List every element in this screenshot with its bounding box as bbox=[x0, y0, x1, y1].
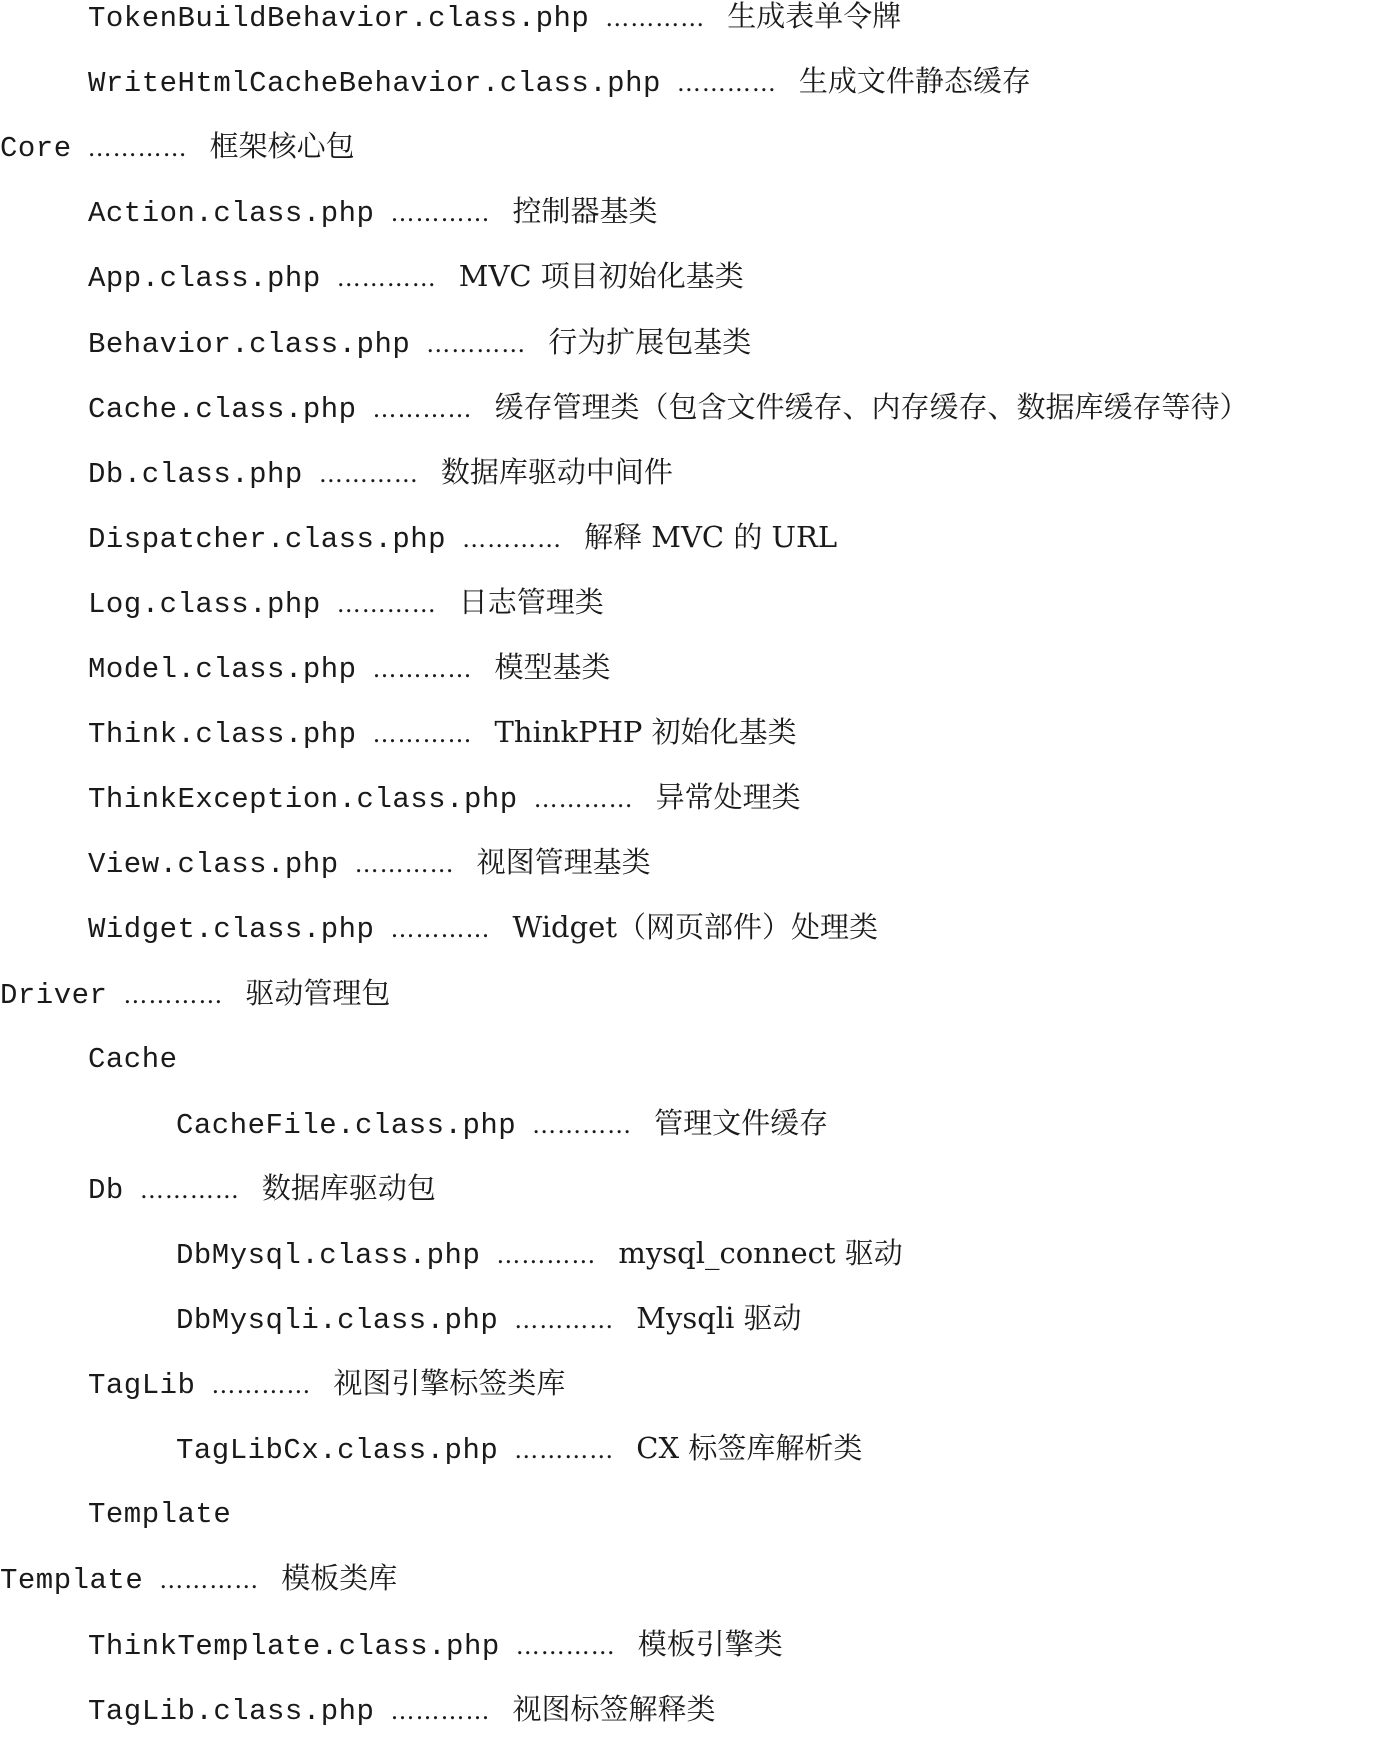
file-name: Cache.class.php bbox=[88, 392, 357, 426]
listing-line bbox=[0, 1353, 1380, 1413]
file-description: CX 标签库解析类 bbox=[636, 1431, 863, 1466]
file-description: 异常处理类 bbox=[655, 780, 801, 815]
file-description: 驱动管理包 bbox=[245, 975, 391, 1010]
file-name: ThinkTemplate.class.php bbox=[88, 1629, 500, 1663]
listing-line bbox=[0, 51, 1380, 111]
listing-line bbox=[0, 246, 1380, 306]
file-description: 行为扩展包基类 bbox=[548, 324, 752, 359]
file-description: 数据库驱动中间件 bbox=[440, 454, 673, 489]
dot-leader: ………… bbox=[390, 199, 491, 228]
dot-leader: ………… bbox=[390, 915, 491, 944]
file-name: Driver bbox=[0, 978, 108, 1012]
file-name: TagLibCx.class.php bbox=[176, 1434, 499, 1468]
file-name: CacheFile.class.php bbox=[176, 1108, 517, 1142]
file-description: Widget（网页部件）处理类 bbox=[512, 910, 878, 945]
file-name: TagLib bbox=[88, 1369, 196, 1403]
dot-leader: ………… bbox=[514, 1436, 615, 1465]
file-description: 视图引擎标签类库 bbox=[333, 1366, 566, 1401]
dot-leader: ………… bbox=[318, 459, 419, 488]
listing-line bbox=[0, 767, 1380, 827]
listing-line bbox=[0, 1548, 1380, 1608]
file-description: 解释 MVC 的 URL bbox=[584, 519, 838, 554]
listing-line bbox=[0, 1614, 1380, 1674]
dot-leader: ………… bbox=[676, 69, 777, 98]
listing-line bbox=[0, 702, 1380, 762]
file-description: 视图标签解释类 bbox=[512, 1691, 716, 1726]
file-name: TokenBuildBehavior.class.php bbox=[88, 2, 590, 35]
file-name: Db.class.php bbox=[88, 457, 303, 491]
file-description: 日志管理类 bbox=[458, 584, 604, 619]
file-name: Log.class.php bbox=[88, 587, 321, 621]
file-name: TagLib.class.php bbox=[88, 1694, 375, 1728]
dot-leader: ………… bbox=[354, 850, 455, 879]
file-name: WriteHtmlCacheBehavior.class.php bbox=[88, 67, 661, 101]
listing-line bbox=[0, 1093, 1380, 1153]
listing-line bbox=[0, 507, 1380, 567]
dot-leader: ………… bbox=[426, 329, 527, 358]
dot-leader: ………… bbox=[532, 1110, 633, 1139]
dot-leader: ………… bbox=[533, 785, 634, 814]
listing-line bbox=[0, 572, 1380, 632]
dot-leader: ………… bbox=[496, 1240, 597, 1269]
dot-leader: ………… bbox=[139, 1175, 240, 1204]
dot-leader: ………… bbox=[462, 524, 563, 553]
file-name: Behavior.class.php bbox=[88, 327, 411, 361]
dot-leader: ………… bbox=[605, 4, 706, 32]
file-description: 缓存管理类（包含文件缓存、内存缓存、数据库缓存等待） bbox=[494, 389, 1249, 424]
dot-leader: ………… bbox=[159, 1566, 260, 1595]
dot-leader: ………… bbox=[336, 264, 437, 293]
dot-leader: ………… bbox=[390, 1696, 491, 1725]
listing-line bbox=[0, 1483, 1380, 1543]
listing-line bbox=[0, 1679, 1380, 1739]
file-description: ThinkPHP 初始化基类 bbox=[494, 715, 797, 750]
listing-line bbox=[0, 442, 1380, 502]
listing-line bbox=[0, 1223, 1380, 1283]
listing-line bbox=[0, 1158, 1380, 1218]
file-name: Widget.class.php bbox=[88, 913, 375, 947]
file-name: Core bbox=[0, 132, 72, 166]
listing-line bbox=[0, 0, 1380, 46]
listing-line bbox=[0, 637, 1380, 697]
file-name: Action.class.php bbox=[88, 197, 375, 231]
file-description: 数据库驱动包 bbox=[261, 1170, 436, 1205]
file-name: Template bbox=[88, 1498, 232, 1532]
file-name: Db bbox=[88, 1173, 124, 1207]
file-description: 模板引擎类 bbox=[637, 1626, 783, 1661]
listing-line bbox=[0, 963, 1380, 1023]
file-description: 视图管理基类 bbox=[476, 845, 651, 880]
listing-line bbox=[0, 181, 1380, 241]
file-description: Mysqli 驱动 bbox=[636, 1301, 802, 1335]
listing-line bbox=[0, 832, 1380, 892]
dot-leader: ………… bbox=[372, 720, 473, 749]
listing-line bbox=[0, 1288, 1380, 1348]
file-name: Model.class.php bbox=[88, 653, 357, 686]
listing-line bbox=[0, 377, 1380, 437]
file-description: 框架核心包 bbox=[209, 129, 355, 164]
listing-line bbox=[0, 116, 1380, 176]
dot-leader: ………… bbox=[372, 655, 473, 683]
dot-leader: ………… bbox=[514, 1306, 615, 1334]
file-name: View.class.php bbox=[88, 848, 339, 882]
file-name: App.class.php bbox=[88, 262, 321, 296]
listing-line bbox=[0, 1028, 1380, 1088]
dot-leader: ………… bbox=[211, 1371, 312, 1400]
file-description: mysql_connect 驱动 bbox=[618, 1235, 903, 1270]
file-name: DbMysqli.class.php bbox=[176, 1304, 499, 1337]
file-description: 控制器基类 bbox=[512, 194, 658, 229]
dot-leader: ………… bbox=[336, 589, 437, 618]
file-name: Template bbox=[0, 1564, 144, 1598]
file-name: DbMysql.class.php bbox=[176, 1238, 481, 1272]
file-description: 模板类库 bbox=[281, 1561, 398, 1596]
file-description: 模型基类 bbox=[494, 650, 611, 684]
file-description: 生成文件静态缓存 bbox=[798, 64, 1031, 99]
dot-leader: ………… bbox=[372, 394, 473, 423]
file-description: 生成表单令牌 bbox=[727, 0, 902, 33]
dot-leader: ………… bbox=[87, 134, 188, 163]
file-description: MVC 项目初始化基类 bbox=[458, 259, 744, 294]
file-name: Think.class.php bbox=[88, 718, 357, 752]
dot-leader: ………… bbox=[515, 1631, 616, 1660]
dot-leader: ………… bbox=[123, 980, 224, 1009]
file-description: 管理文件缓存 bbox=[654, 1105, 829, 1140]
file-name: ThinkException.class.php bbox=[88, 783, 518, 817]
listing-line bbox=[0, 1418, 1380, 1478]
file-name: Cache bbox=[88, 1042, 178, 1076]
listing-line bbox=[0, 897, 1380, 957]
listing-line bbox=[0, 312, 1380, 372]
file-name: Dispatcher.class.php bbox=[88, 522, 447, 556]
